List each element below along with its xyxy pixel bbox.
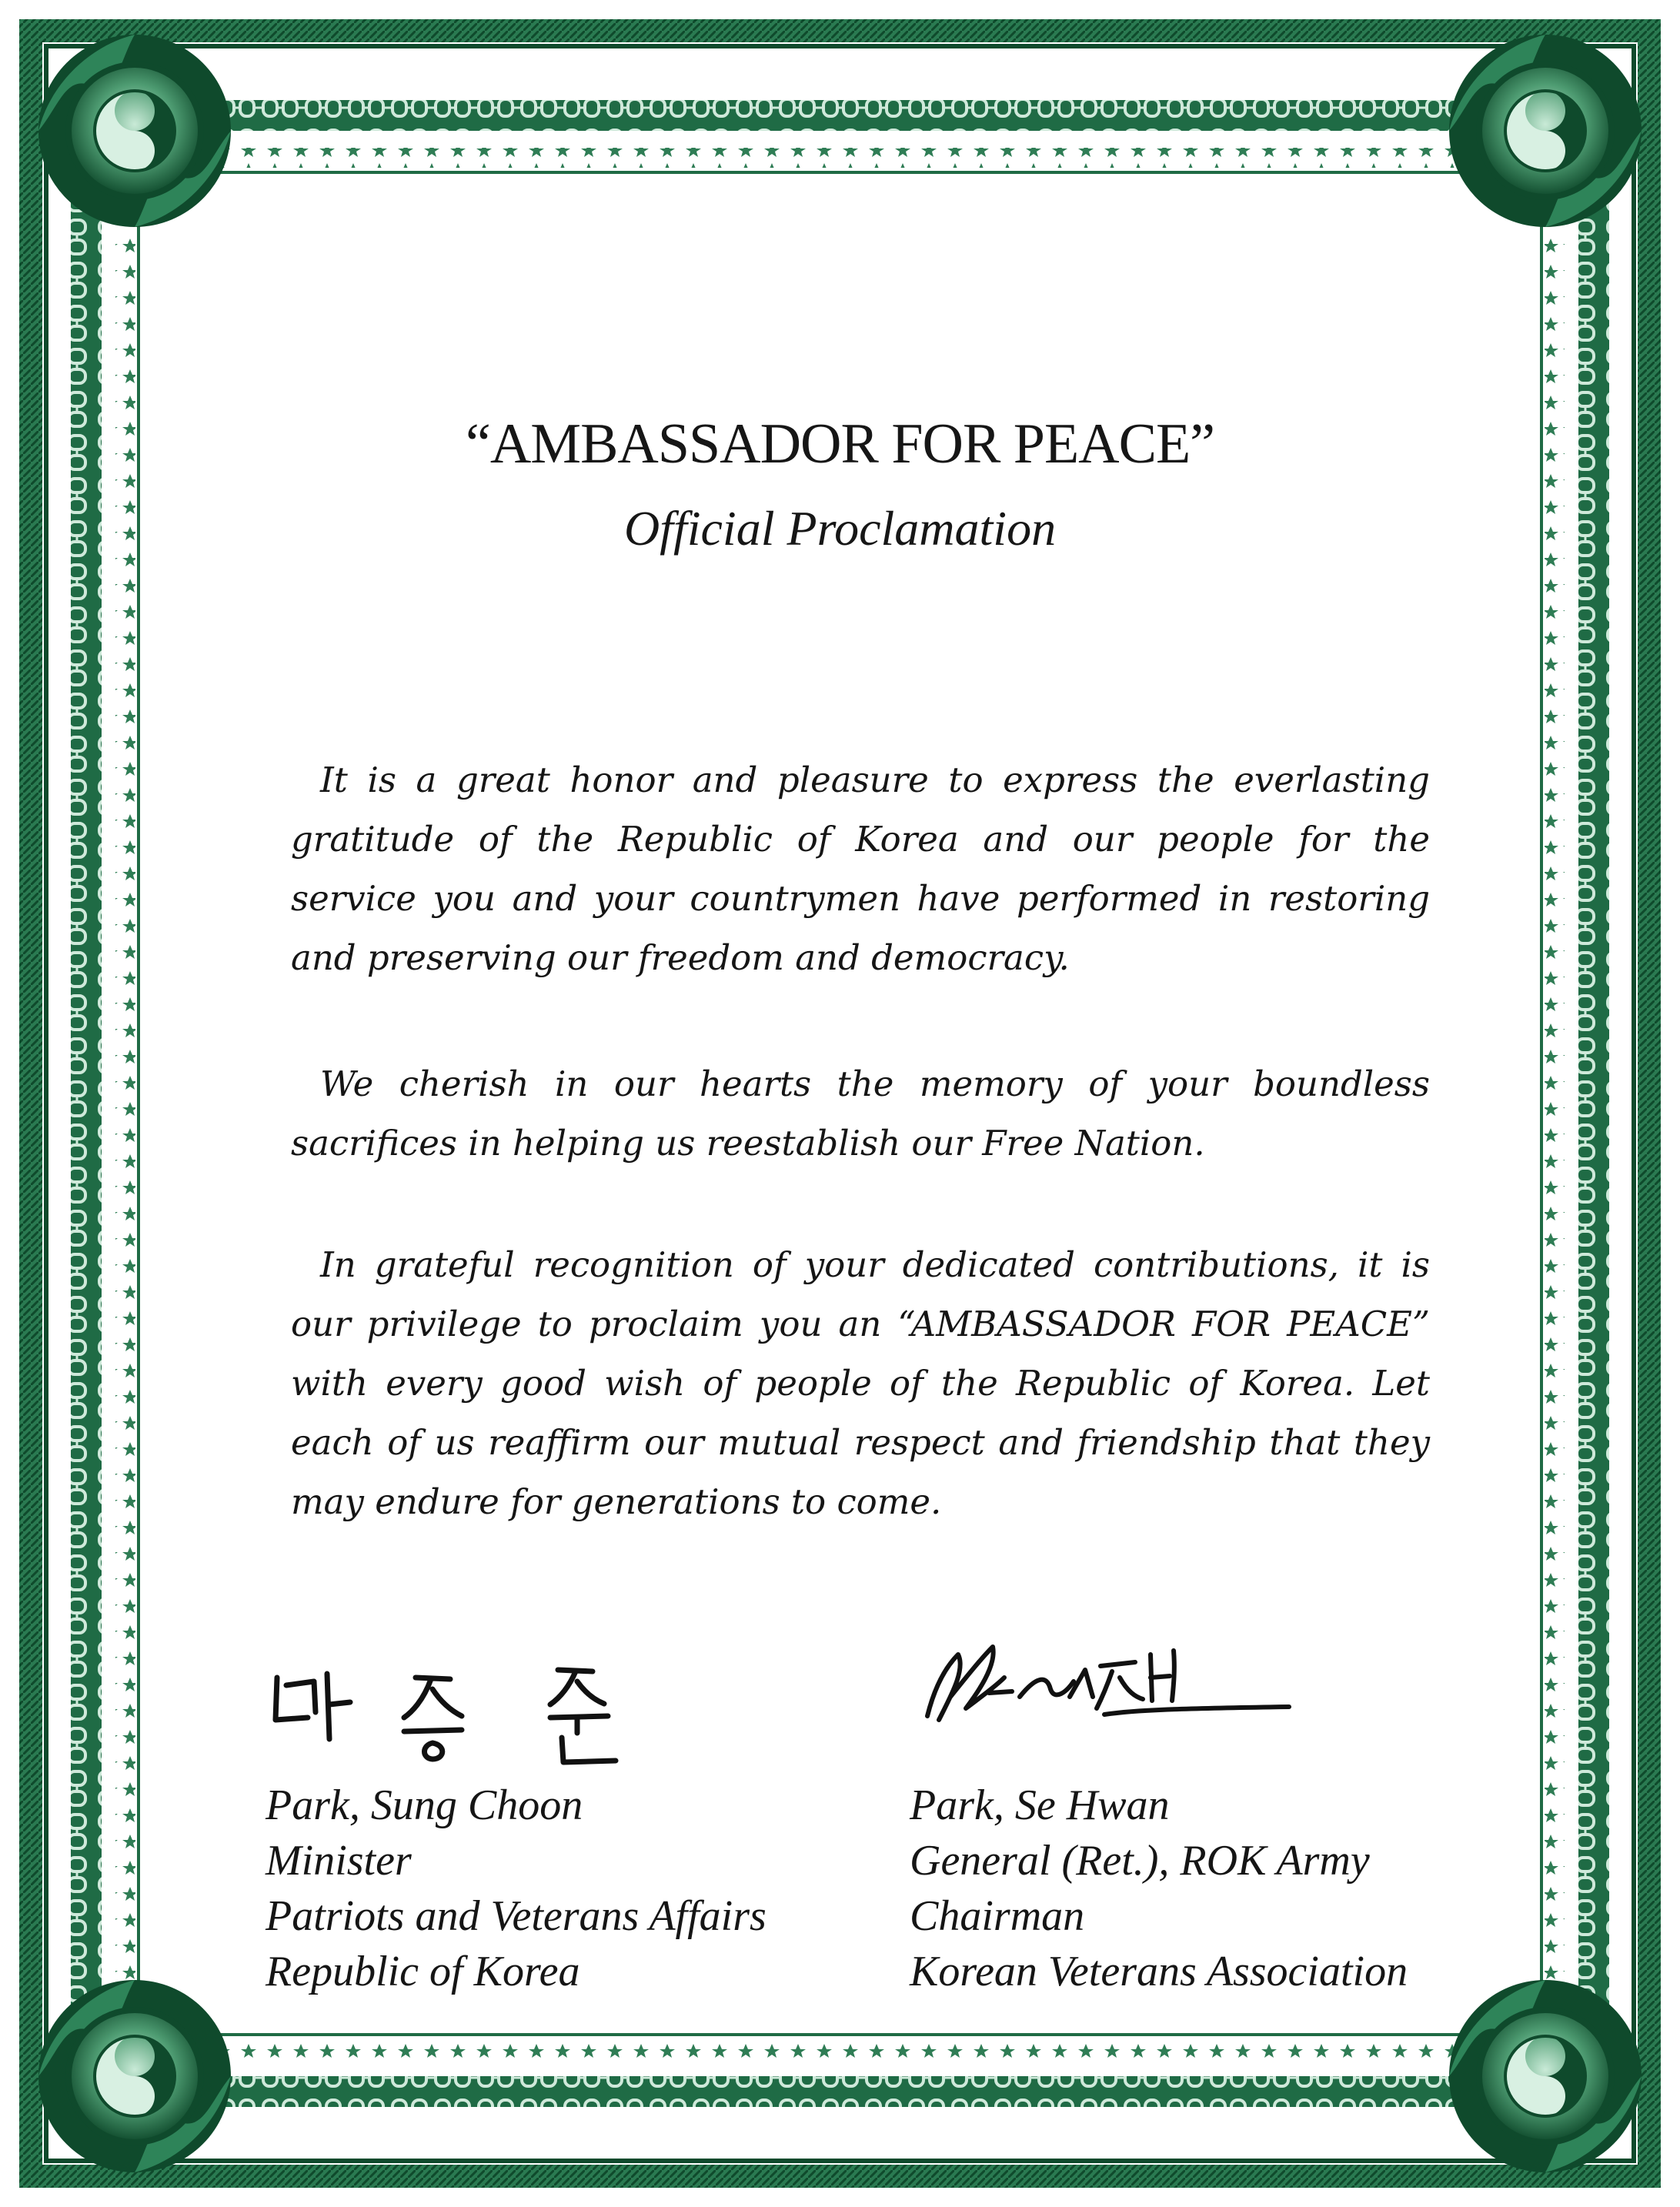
signatory-organization: Korean Veterans Association <box>910 1948 1408 1995</box>
signatory-rank: General (Ret.), ROK Army <box>910 1837 1370 1885</box>
signatory-country: Republic of Korea <box>266 1948 580 1995</box>
proclamation-paragraph: We cherish in our hearts the memory of your boundless sacrifices in helping us reestablish our Free Nation. <box>291 1063 1430 1164</box>
signatory-right <box>910 1778 1408 1999</box>
document-title: “AMBASSADOR FOR PEACE” <box>465 412 1215 476</box>
proclamation-paragraph: In grateful recognition of your dedicated contributions, it is our privilege to proclaim you an “AMBASSADOR FOR PEACE” with every good wish of people of the Republic of Korea. Let each of us reaffirm our mutual respect and friendship that they may endure for generations to come. <box>291 1244 1430 1522</box>
signatory-title: Chairman <box>910 1892 1085 1940</box>
document-subtitle: Official Proclamation <box>623 501 1057 556</box>
signatory-title: Minister <box>266 1837 412 1885</box>
signatory-name: Park, Se Hwan <box>910 1781 1170 1829</box>
signatory-organization: Patriots and Veterans Affairs <box>266 1892 767 1940</box>
taegeuk-medallion-icon <box>1449 35 1642 227</box>
proclamation-paragraph: It is a great honor and pleasure to express the everlasting gratitude of the Republic of Korea and our people for the service you and your countrymen have performed in restoring and preserving our freedom and democracy. <box>291 760 1430 978</box>
taegeuk-medallion-icon <box>1449 1980 1642 2172</box>
signature-left <box>254 1647 639 1778</box>
taegeuk-medallion-icon <box>38 35 231 227</box>
signatory-left <box>266 1778 767 1999</box>
signatory-name: Park, Sung Choon <box>266 1781 583 1829</box>
signature-right <box>904 1624 1304 1747</box>
taegeuk-medallion-icon <box>38 1980 231 2172</box>
